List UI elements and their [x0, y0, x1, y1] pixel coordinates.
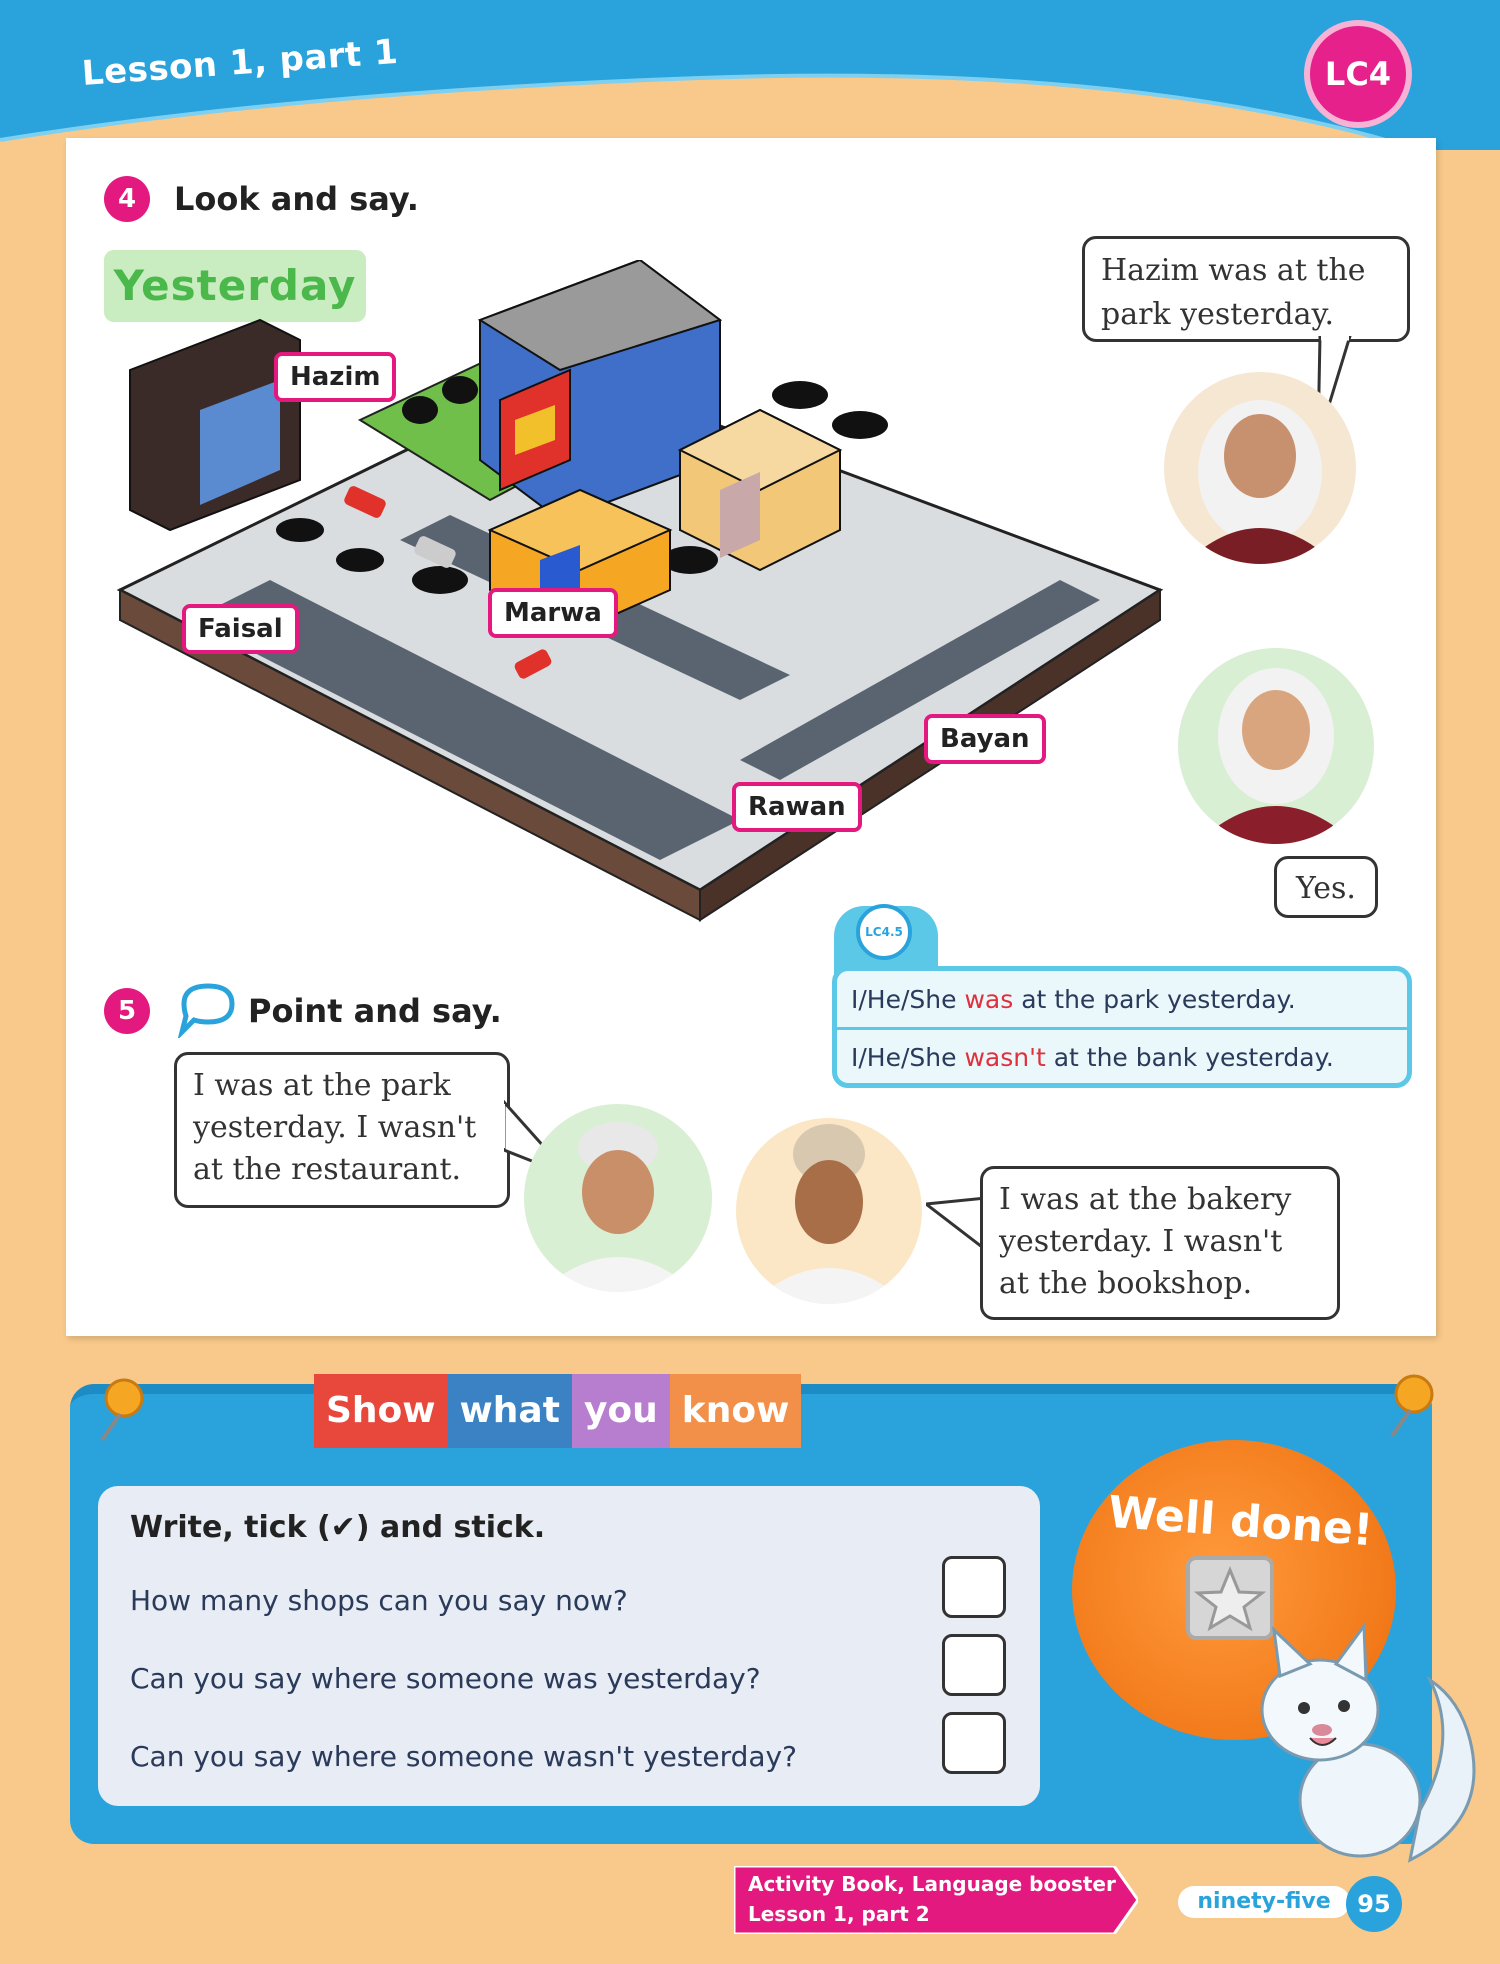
question-1: How many shops can you say now? — [130, 1584, 628, 1617]
bubble-answer: Yes. — [1274, 856, 1378, 918]
grammar-row-2: I/He/She wasn't at the bank yesterday. — [851, 1043, 1334, 1072]
name-tag-marwa: Marwa — [488, 588, 618, 638]
page-number: 95 — [1346, 1876, 1402, 1932]
activity-4-instruction: Look and say. — [174, 180, 419, 218]
boy-photo-2 — [736, 1118, 922, 1304]
title-word-you: you — [572, 1374, 670, 1448]
page-number-words: ninety-five — [1178, 1886, 1350, 1918]
bubble-tail-2 — [926, 1190, 986, 1260]
bubble-boy-2: I was at the bakery yesterday. I wasn't at the bookshop. — [980, 1166, 1340, 1320]
checklist-instruction: Write, tick (✔) and stick. — [130, 1510, 546, 1545]
name-tag-bayan: Bayan — [924, 714, 1046, 764]
bubble-boy-1: I was at the park yesterday. I wasn't at the restaurant. — [174, 1052, 510, 1208]
title-word-what: what — [448, 1374, 572, 1448]
activity-book-line-2: Lesson 1, part 2 — [748, 1902, 930, 1926]
audio-icon[interactable]: LC4.5 — [856, 904, 912, 960]
name-tag-rawan: Rawan — [732, 782, 862, 832]
bubble-question: Hazim was at the park yesterday. — [1082, 236, 1410, 342]
activity-book-line-1: Activity Book, Language booster — [748, 1872, 1116, 1896]
lc-badge: LC4 — [1304, 20, 1412, 128]
grammar-row-1: I/He/She was at the park yesterday. — [851, 985, 1296, 1014]
activity-4-number: 4 — [104, 176, 150, 222]
show-what-you-know-title — [314, 1374, 801, 1448]
activity-5-number: 5 — [104, 988, 150, 1034]
pushpin-left-icon — [92, 1376, 152, 1446]
speech-icon — [176, 982, 240, 1038]
yesterday-label: Yesterday — [104, 250, 366, 322]
girl-photo-1 — [1164, 372, 1356, 564]
tick-box-1[interactable] — [942, 1556, 1006, 1618]
tick-box-2[interactable] — [942, 1634, 1006, 1696]
activity-5-instruction: Point and say. — [248, 992, 502, 1030]
title-word-show: Show — [314, 1374, 448, 1448]
pushpin-right-icon — [1382, 1372, 1442, 1442]
question-2: Can you say where someone was yesterday? — [130, 1662, 761, 1695]
boy-photo-1 — [524, 1104, 712, 1292]
title-word-know: know — [670, 1374, 802, 1448]
cat-mascot — [1240, 1620, 1500, 1870]
town-illustration — [100, 260, 1180, 940]
girl-photo-2 — [1178, 648, 1374, 844]
name-tag-faisal: Faisal — [182, 604, 299, 654]
name-tag-hazim: Hazim — [274, 352, 396, 402]
grammar-box — [832, 966, 1412, 1088]
lesson-title: Lesson 1, part 1 — [80, 31, 400, 94]
well-done-text: Well done! — [1106, 1486, 1375, 1557]
tick-box-3[interactable] — [942, 1712, 1006, 1774]
question-3: Can you say where someone wasn't yesterday? — [130, 1740, 797, 1773]
